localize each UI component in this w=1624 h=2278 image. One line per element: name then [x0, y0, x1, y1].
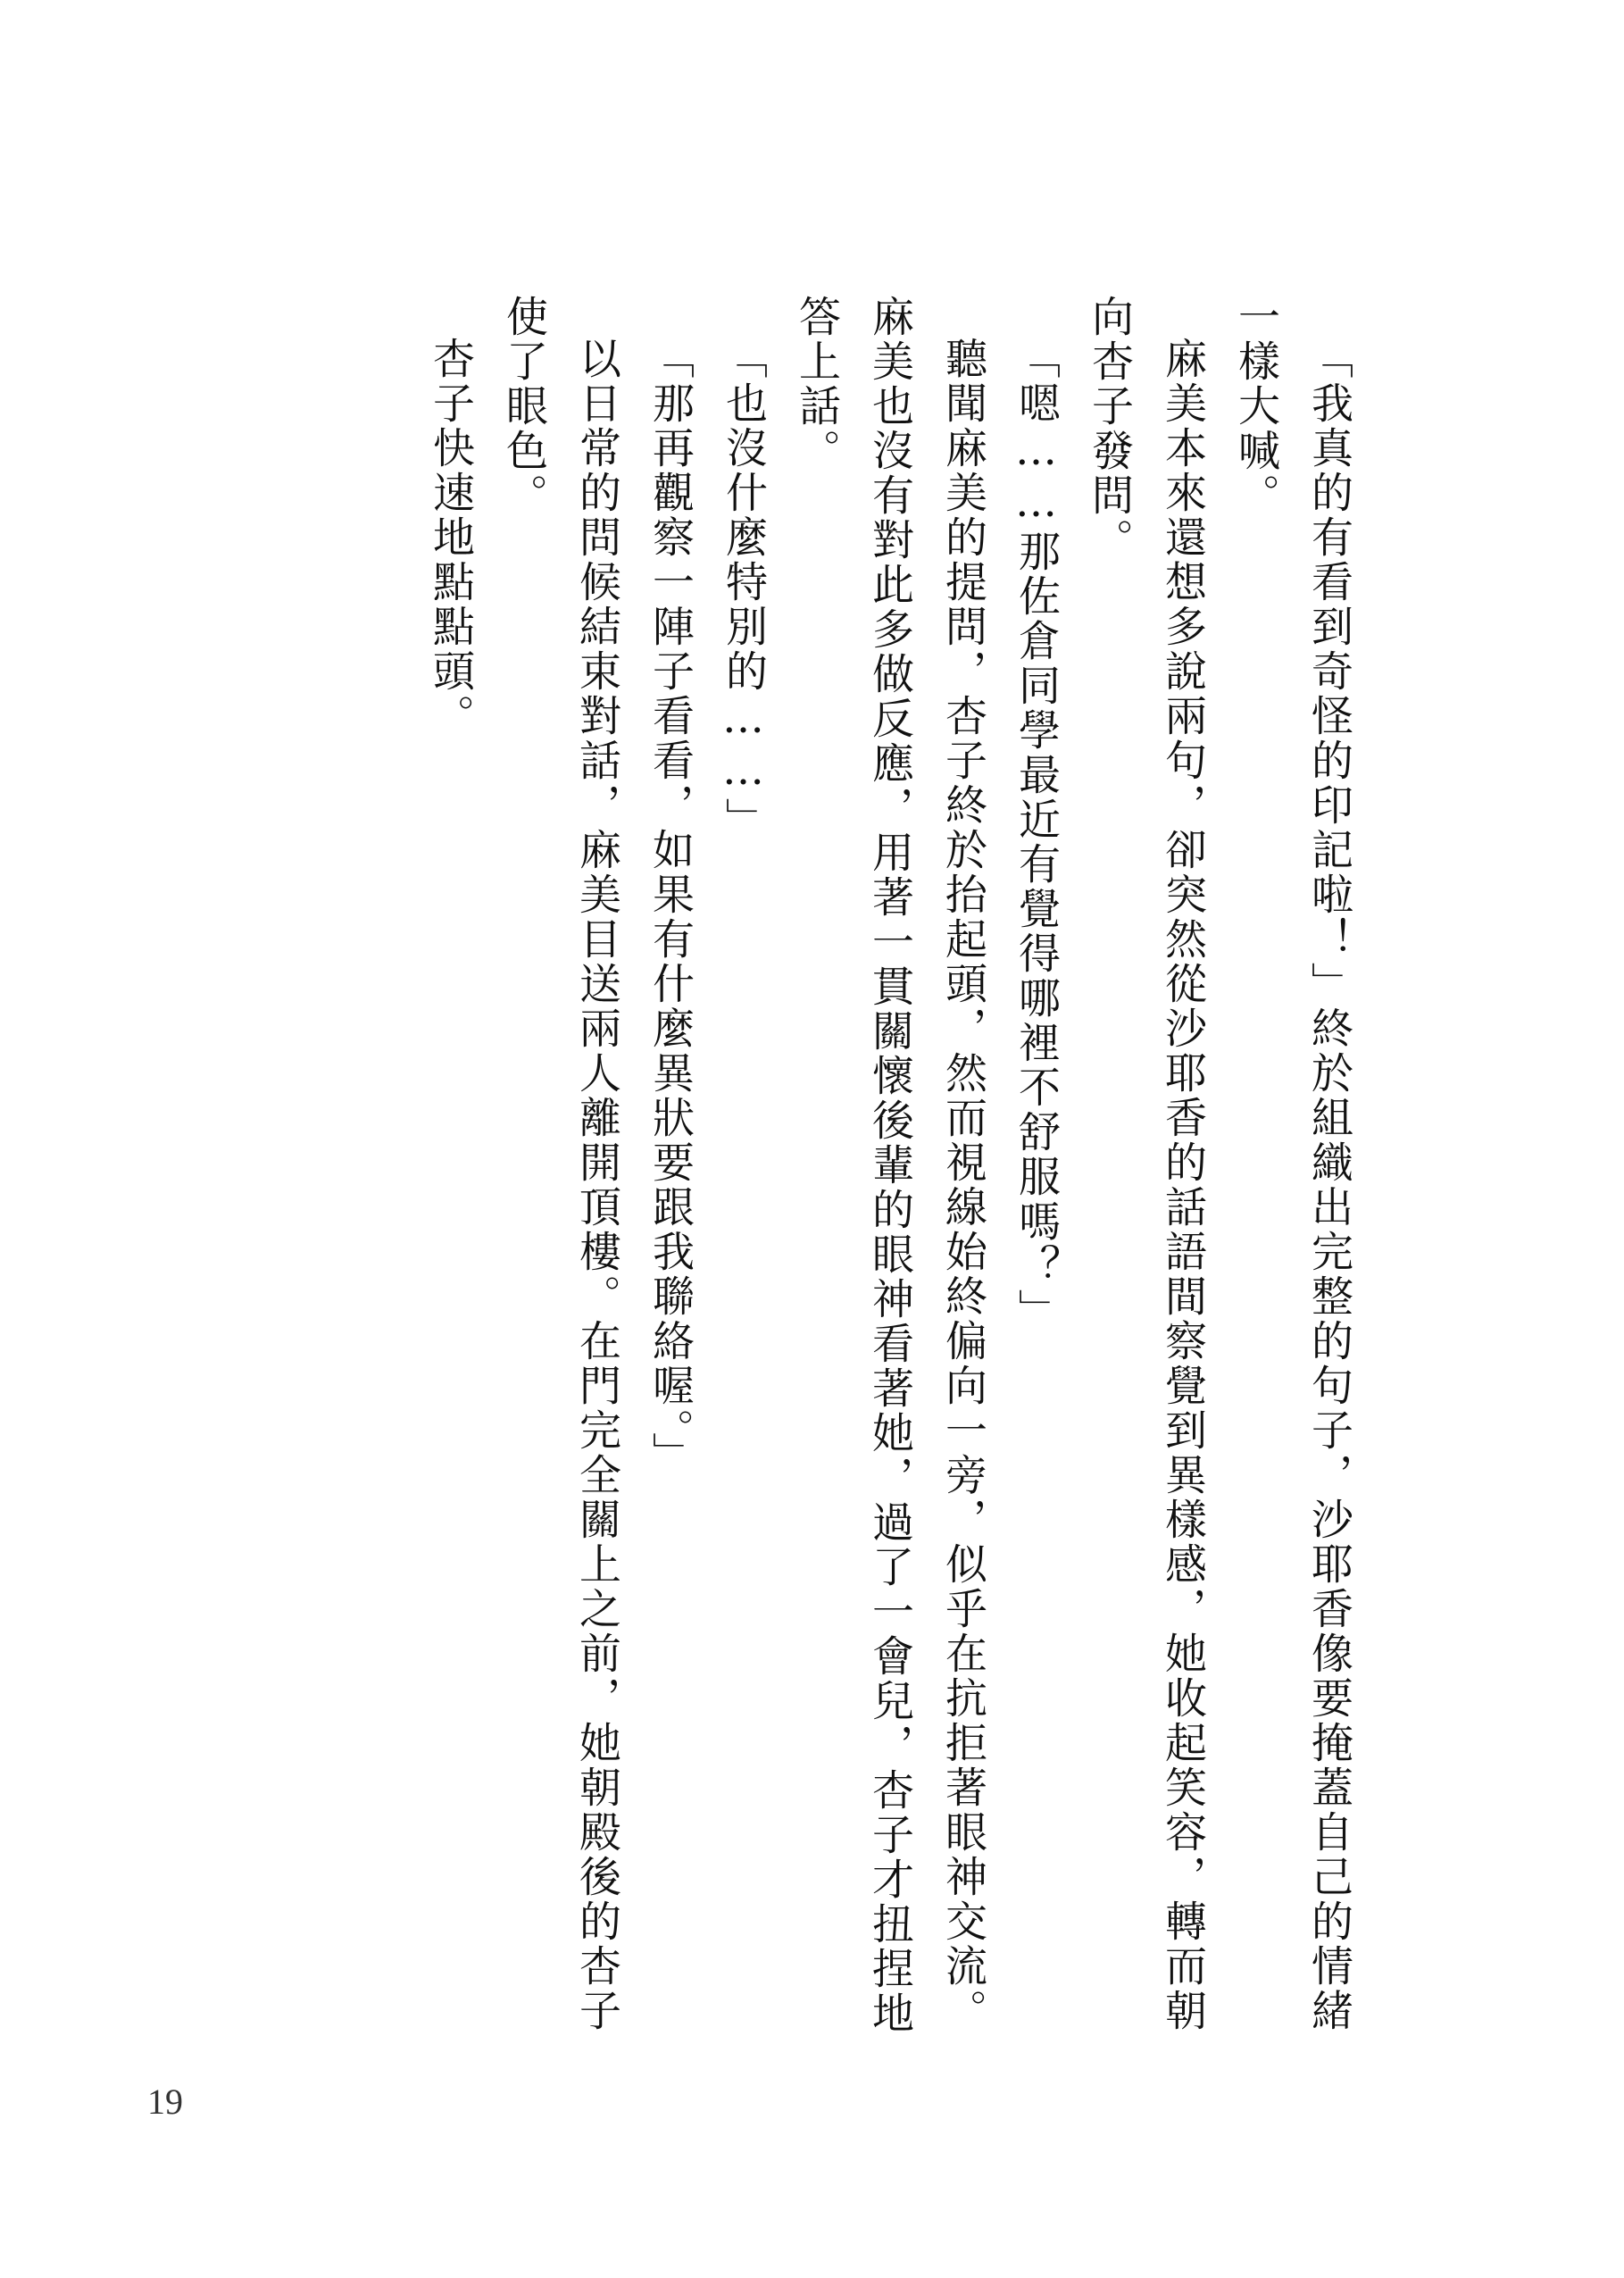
page-number: 19	[147, 2082, 183, 2122]
paragraph-2: 麻美本來還想多說兩句，卻突然從沙耶香的話語間察覺到異樣感，她收起笑容，轉而朝向杏子發問。	[1085, 295, 1207, 2033]
paragraph-5: 「也沒什麼特別的……」	[719, 337, 768, 842]
vertical-text-body	[413, 295, 1365, 2045]
paragraph-6: 「那再觀察一陣子看看，如果有什麼異狀要跟我聯絡喔。」	[645, 337, 695, 1477]
paragraph-8: 杏子快速地點點頭。	[426, 337, 475, 738]
paragraph-3: 「嗯……那佐倉同學最近有覺得哪裡不舒服嗎？」	[1012, 337, 1061, 1333]
paragraph-1: 「我真的有看到奇怪的印記啦！」終於組織出完整的句子，沙耶香像要掩蓋自己的情緒一樣大喊。	[1231, 295, 1353, 2033]
paragraph-4: 聽聞麻美的提問，杏子終於抬起頭，然而視線始終偏向一旁，似乎在抗拒著眼神交流。麻美也沒有對此多做反應，用著一貫關懷後輩的眼神看著她，過了一會兒，杏子才扭捏地答上話。	[792, 295, 987, 2036]
paragraph-7: 以日常的問候結束對話，麻美目送兩人離開頂樓。在門完全關上之前，她朝殿後的杏子使了眼色。	[499, 295, 621, 2033]
